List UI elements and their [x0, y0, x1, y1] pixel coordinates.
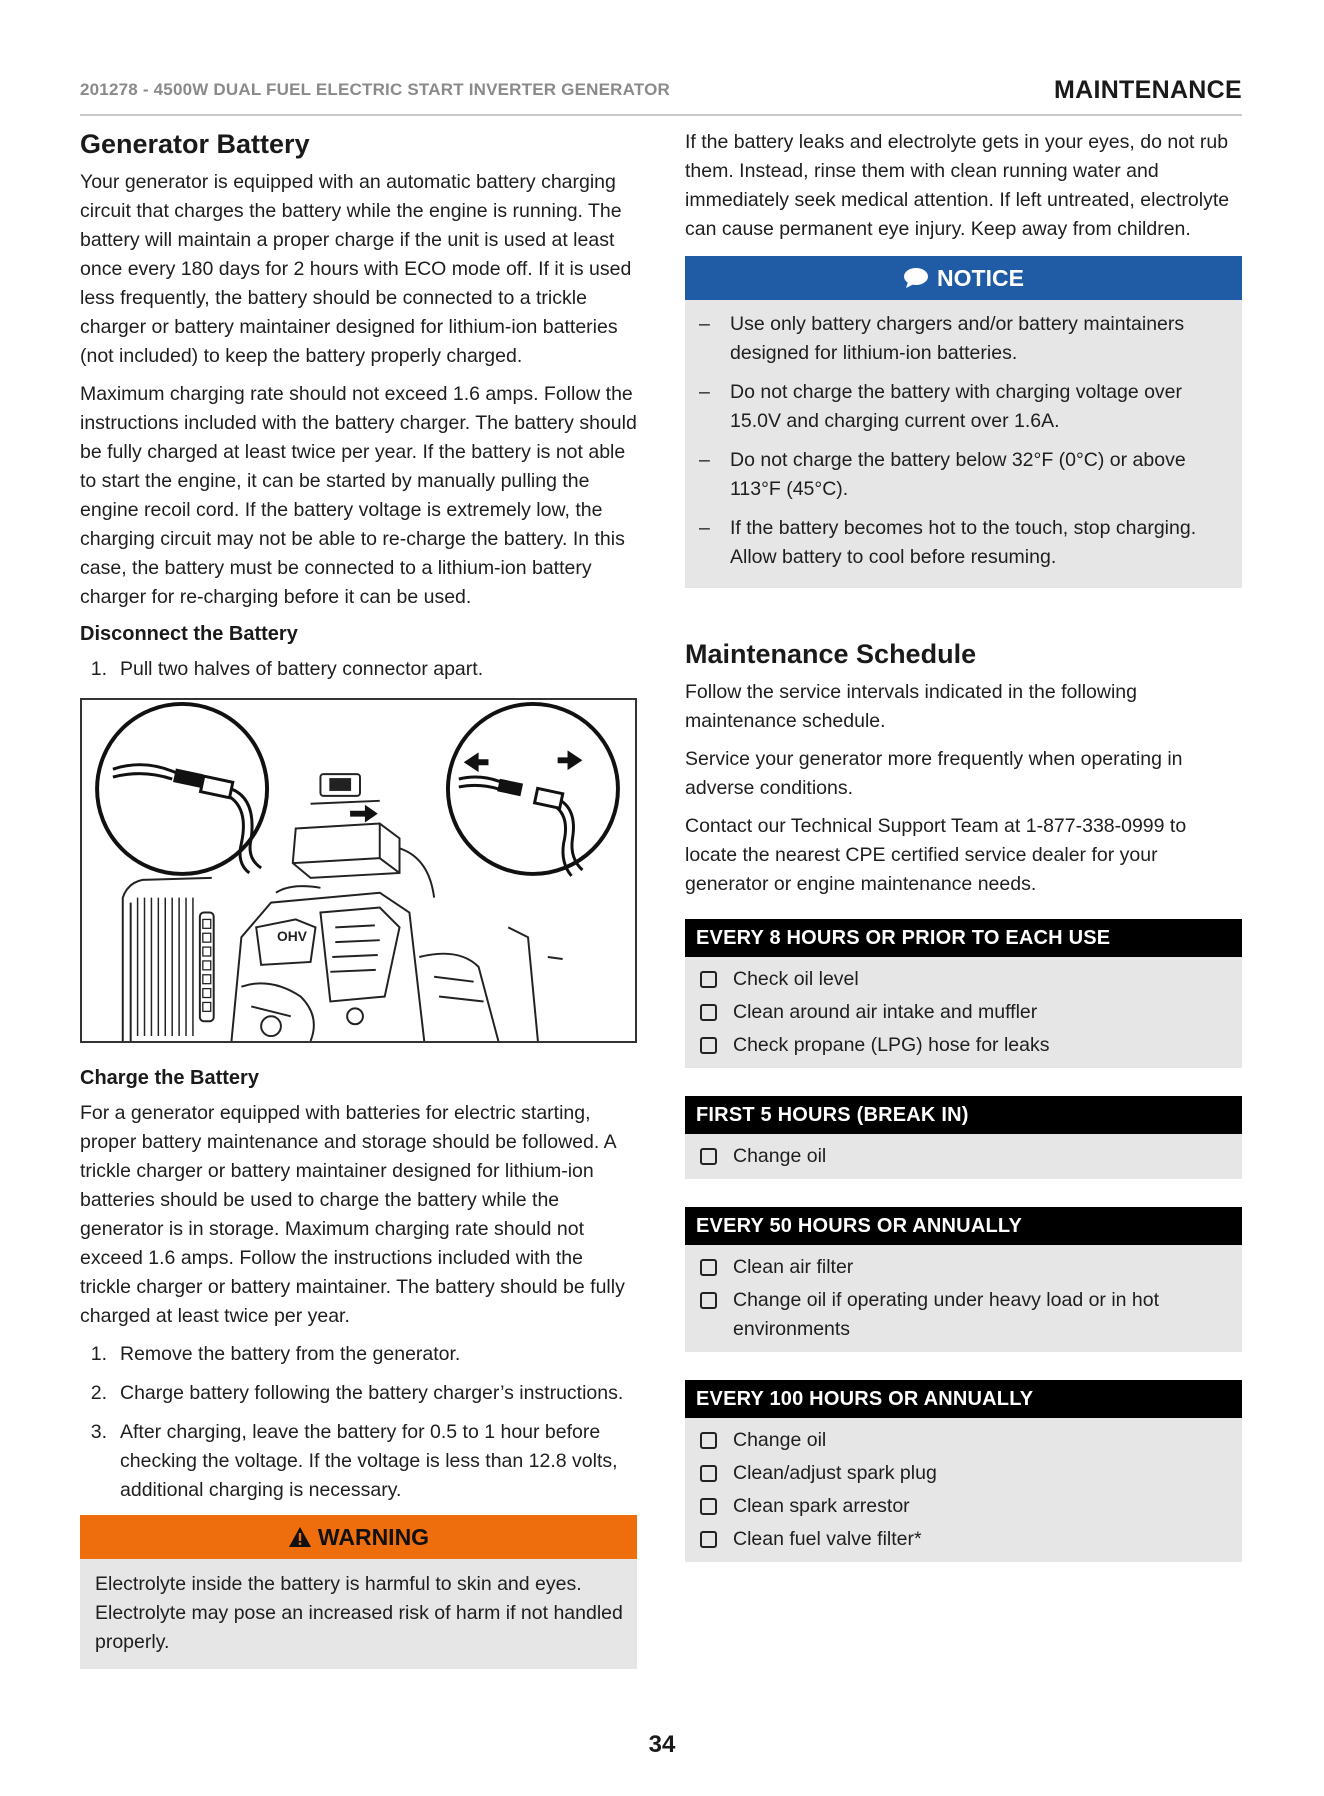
notice-item: Do not charge the battery with charging voltage over 15.0V and charging current over 1.6A. [730, 381, 1183, 432]
warning-title: WARNING [317, 1523, 430, 1550]
list-item: – Do not charge the battery below 32°F (0°C) or above 113°F (45°C). [699, 446, 1226, 504]
list-item [80, 1418, 637, 1505]
list-item [700, 965, 1232, 994]
schedule-paragraph-2: Service your generator more frequently when operating in adverse conditions. [685, 748, 1183, 800]
list-item [700, 1253, 1232, 1282]
schedule-item-text: Clean/adjust spark plug [733, 1462, 937, 1485]
charge-battery-heading: Charge the Battery [80, 1067, 259, 1090]
list-item [700, 998, 1232, 1027]
list-item [700, 1426, 1232, 1455]
schedule-block-title: FIRST 5 HOURS (BREAK IN) [685, 1096, 1242, 1134]
schedule-items [685, 1418, 1242, 1562]
list-item [700, 1031, 1232, 1060]
checkbox[interactable] [700, 1531, 717, 1548]
checkbox[interactable] [700, 1432, 717, 1449]
schedule-block-100-hours [685, 1380, 1242, 1562]
charge-paragraph: For a generator equipped with batteries for electric starting, proper battery maintenance and storage should be followed. A trickle charger or battery maintainer designed for lithium-ion batteries should be used to charge the battery while the generator is in storage. Maximum charging rate should not exceed 1.6 amps. Follow the instructions included with the trickle charger or battery maintainer. The battery should be fully charged at least twice per year. [80, 1102, 625, 1328]
list-item [700, 1459, 1232, 1488]
left-column [80, 128, 637, 1669]
list-item: – If the battery becomes hot to the touch, stop charging. Allow battery to cool before resuming. [699, 514, 1226, 572]
section-title: MAINTENANCE [1053, 76, 1242, 104]
list-item [80, 655, 637, 684]
disconnect-steps [80, 655, 637, 684]
checkbox[interactable] [700, 1465, 717, 1482]
warning-box [80, 1515, 637, 1669]
list-item: – Use only battery chargers and/or battery maintainers designed for lithium-ion batteries. [699, 310, 1226, 368]
step-text: Pull two halves of battery connector apart. [120, 658, 484, 681]
schedule-paragraph-3: Contact our Technical Support Team at 1-877-338-0999 to locate the nearest CPE certified service dealer for your generator or engine maintenance needs. [685, 815, 1187, 896]
speech-bubble-icon [903, 267, 929, 289]
checkbox[interactable] [700, 1148, 717, 1165]
right-column [685, 128, 1242, 1590]
step-number: 1. [90, 658, 107, 681]
schedule-item-text: Clean spark arrestor [733, 1495, 910, 1518]
checkbox[interactable] [700, 1004, 717, 1021]
step-text: Charge battery following the battery charger’s instructions. [120, 1382, 624, 1405]
list-item: – Do not charge the battery with charging voltage over 15.0V and charging current over 1.6A. [699, 378, 1226, 436]
checkbox[interactable] [700, 1498, 717, 1515]
charge-steps [80, 1340, 637, 1505]
maintenance-schedule-heading: Maintenance Schedule [685, 639, 977, 669]
checkbox[interactable] [700, 1037, 717, 1054]
battery-connector-figure [80, 698, 637, 1043]
schedule-items [685, 1245, 1242, 1352]
schedule-block-title: EVERY 8 HOURS OR PRIOR TO EACH USE [685, 919, 1242, 957]
schedule-block-first-5-hours [685, 1096, 1242, 1179]
warning-header [80, 1515, 637, 1559]
checkbox[interactable] [700, 971, 717, 988]
schedule-items [685, 957, 1242, 1068]
notice-title: NOTICE [937, 264, 1024, 291]
schedule-item-text: Check propane (LPG) hose for leaks [733, 1034, 1050, 1057]
list-item [700, 1286, 1232, 1344]
warning-triangle-icon [288, 1526, 312, 1548]
schedule-item-text: Check oil level [733, 968, 859, 991]
notice-item: If the battery becomes hot to the touch, stop charging. Allow battery to cool before resuming. [730, 517, 1197, 568]
notice-list [685, 300, 1242, 584]
document-title: 201278 - 4500W DUAL FUEL ELECTRIC START INVERTER GENERATOR [80, 80, 671, 99]
battery-paragraph-1: Your generator is equipped with an automatic battery charging circuit that charges the battery while the engine is running. The battery will maintain a proper charge if the unit is used at least once every 180 days for 2 hours with ECO mode off. If it is used less frequently, the battery should be connected to a trickle charger or battery maintainer designed for lithium-ion batteries (not included) to keep the battery properly charged. [80, 171, 632, 368]
schedule-block-8-hours [685, 919, 1242, 1068]
list-item [700, 1492, 1232, 1521]
list-item [700, 1525, 1232, 1554]
step-number: 3. [90, 1421, 107, 1444]
page-header [80, 76, 1242, 116]
schedule-item-text: Change oil [733, 1429, 827, 1452]
schedule-item-text: Clean fuel valve filter* [733, 1528, 922, 1551]
step-number: 1. [90, 1343, 107, 1366]
battery-paragraph-2: Maximum charging rate should not exceed 1.6 amps. Follow the instructions included with the battery charger. The battery should be fully charged at least twice per year. If the battery is not able to start the engine, it can be started by manually pulling the engine recoil cord. If the battery voltage is extremely low, the charging circuit may not be able to re-charge the battery. In this case, the battery must be connected to a lithium-ion battery charger for re-charging before it can be used. [80, 383, 637, 609]
checkbox[interactable] [700, 1292, 717, 1309]
checkbox[interactable] [700, 1259, 717, 1276]
schedule-item-text: Clean around air intake and muffler [733, 1001, 1038, 1024]
list-item [700, 1142, 1232, 1171]
warning-body: Electrolyte inside the battery is harmful to skin and eyes. Electrolyte may pose an increased risk of harm if not handled properly. [95, 1573, 623, 1654]
notice-box [685, 256, 1242, 588]
generator-battery-heading: Generator Battery [80, 129, 310, 159]
schedule-block-title: EVERY 100 HOURS OR ANNUALLY [685, 1380, 1242, 1418]
list-item [80, 1379, 637, 1408]
schedule-items [685, 1134, 1242, 1179]
schedule-item-text: Change oil [733, 1145, 827, 1168]
schedule-item-text: Clean air filter [733, 1256, 854, 1279]
schedule-block-title: EVERY 50 HOURS OR ANNUALLY [685, 1207, 1242, 1245]
list-item [80, 1340, 637, 1369]
electrolyte-paragraph: If the battery leaks and electrolyte gets in your eyes, do not rub them. Instead, rinse them with clean running water and immediately seek medical attention. If left untreated, electrolyte can cause permanent eye injury. Keep away from children. [685, 131, 1230, 240]
notice-header [685, 256, 1242, 300]
step-text: Remove the battery from the generator. [120, 1343, 461, 1366]
step-text: After charging, leave the battery for 0.5 to 1 hour before checking the voltage. If the voltage is less than 12.8 volts, additional charging is necessary. [120, 1421, 618, 1502]
schedule-block-50-hours [685, 1207, 1242, 1352]
disconnect-battery-heading: Disconnect the Battery [80, 623, 298, 646]
page-number: 34 [648, 1731, 676, 1758]
ohv-label: OHV [276, 928, 307, 945]
schedule-paragraph-1: Follow the service intervals indicated in the following maintenance schedule. [685, 681, 1137, 733]
step-number: 2. [90, 1382, 107, 1405]
schedule-item-text: Change oil if operating under heavy load or in hot environments [733, 1289, 1160, 1341]
notice-item: Do not charge the battery below 32°F (0°C) or above 113°F (45°C). [730, 449, 1186, 500]
notice-item: Use only battery chargers and/or battery maintainers designed for lithium-ion batteries. [730, 313, 1185, 364]
